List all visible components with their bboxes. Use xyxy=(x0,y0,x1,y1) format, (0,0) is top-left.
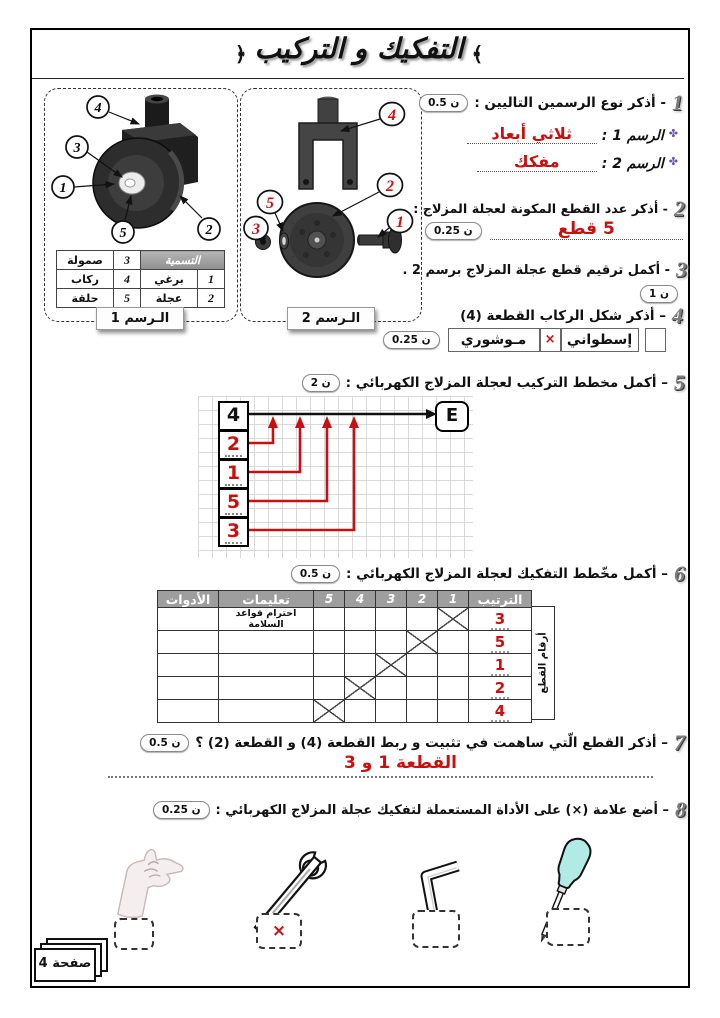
part-3-num: 3 xyxy=(114,251,141,270)
question-2-text: - أذكر عدد القطع المكونة لعجلة المزلاج : xyxy=(413,201,668,217)
row1-step4-cell[interactable] xyxy=(345,608,376,631)
callout-red-4-label: 4 xyxy=(388,107,396,124)
part-4-name: ركاب xyxy=(57,270,114,289)
disassembly-header-row xyxy=(158,591,532,608)
part-2-num: 2 xyxy=(198,289,225,308)
question-6-points-badge: 0.5 ن xyxy=(291,565,340,583)
header-tools: الأدوات xyxy=(158,591,219,608)
row3-step5-cell[interactable] xyxy=(314,654,345,677)
x-mark xyxy=(345,677,375,699)
question-3 xyxy=(402,257,687,283)
question-4-points-badge: 0.25 ن xyxy=(383,331,440,349)
row5-tools-cell[interactable] xyxy=(158,700,219,723)
row4-part-number: 2 xyxy=(491,680,509,699)
q4-option-cylindrical-checkbox[interactable] xyxy=(645,328,666,352)
question-6-number: 6 xyxy=(674,561,685,586)
axle-screw xyxy=(359,235,386,245)
row2-step3-cell[interactable] xyxy=(376,631,407,654)
row5-part-cell[interactable] xyxy=(469,700,532,723)
question-7-number: 7 xyxy=(674,730,685,755)
header-step-4: 4 xyxy=(345,591,376,608)
header-step-2: 2 xyxy=(407,591,438,608)
part-numbers-side-label xyxy=(531,606,555,720)
question-3-number: 3 xyxy=(676,257,687,282)
row3-step2-cell[interactable] xyxy=(407,654,438,677)
x-mark xyxy=(314,700,344,722)
q4-option-prismatic-checkbox[interactable]: × xyxy=(540,328,561,352)
question-1 xyxy=(425,90,683,116)
callout-red-1-label: 1 xyxy=(396,214,404,231)
row4-part-cell[interactable] xyxy=(469,677,532,700)
callout-1-label: 1 xyxy=(59,181,67,196)
q1-answer-2-label: الرسم 2 : xyxy=(601,156,664,172)
row4-step2-cell[interactable] xyxy=(407,677,438,700)
header-step-3: 3 xyxy=(376,591,407,608)
caster-assembled-drawing xyxy=(46,90,234,248)
row3-step4-cell[interactable] xyxy=(345,654,376,677)
fork-stem xyxy=(318,99,338,123)
row3-step1-cell[interactable] xyxy=(438,654,469,677)
title-ornament-right-icon: ﴾ xyxy=(471,41,484,66)
question-4-text: – أذكر شكل الركاب القطعة (4) xyxy=(460,308,666,324)
row2-step2-cell[interactable] xyxy=(407,631,438,654)
row1-part-number: 3 xyxy=(491,611,509,630)
part-1-num: 1 xyxy=(198,270,225,289)
page-number-label: صفحة 4 xyxy=(34,948,96,982)
q1-answer-1-blank[interactable]: ثلاثي أبعاد xyxy=(467,124,597,144)
part-3-name: صمولة xyxy=(57,251,114,270)
q1-answer-line-2 xyxy=(428,152,678,172)
page-number-badge xyxy=(34,938,114,986)
header-step-1: 1 xyxy=(438,591,469,608)
row5-step3-cell[interactable] xyxy=(376,700,407,723)
diagram-box-3-label: 3 xyxy=(226,520,241,542)
allen-key-checkbox[interactable] xyxy=(412,910,460,948)
question-1-points-badge: 0.5 ن xyxy=(419,94,468,112)
row2-part-cell[interactable] xyxy=(469,631,532,654)
q7-answer-blank[interactable]: القطعة 1 و 3 xyxy=(108,752,653,778)
row5-step1-cell[interactable] xyxy=(438,700,469,723)
question-5-number: 5 xyxy=(674,370,685,395)
diagram-box-5[interactable] xyxy=(218,488,249,518)
drawing2-label: الـرسم 2 xyxy=(287,307,375,330)
fork-body xyxy=(299,123,357,189)
q4-options-row xyxy=(383,328,666,352)
row2-step5-cell[interactable] xyxy=(314,631,345,654)
row1-tools-cell[interactable] xyxy=(158,608,219,631)
row2-step4-cell[interactable] xyxy=(345,631,376,654)
row5-step5-cell[interactable] xyxy=(314,700,345,723)
table-row xyxy=(158,608,532,631)
x-mark xyxy=(407,631,437,653)
row4-tools-cell[interactable] xyxy=(158,677,219,700)
table-row xyxy=(158,631,532,654)
row3-part-cell[interactable] xyxy=(469,654,532,677)
callout-4-label: 4 xyxy=(94,101,102,116)
part-2-name: عجلة xyxy=(141,289,198,308)
part-4-num: 4 xyxy=(114,270,141,289)
callout-3-label: 3 xyxy=(73,141,81,156)
row2-instructions-cell[interactable] xyxy=(219,631,314,654)
row1-part-cell[interactable] xyxy=(469,608,532,631)
diagram-box-1-label: 1 xyxy=(226,462,241,484)
question-3-text: - أكمل ترقيم قطع عجلة المزلاج برسم 2 . xyxy=(402,262,670,278)
question-5 xyxy=(310,370,685,396)
page-title xyxy=(34,32,684,66)
parts-table-header: التسمية xyxy=(141,251,225,270)
glove-checkbox[interactable] xyxy=(114,918,154,950)
page-title-text: التفكيك و التركيب xyxy=(254,32,464,65)
question-3-points-badge: 1 ن xyxy=(640,285,678,303)
glove-icon xyxy=(95,840,185,920)
screwdriver-checkbox[interactable] xyxy=(546,908,590,946)
row2-part-number: 5 xyxy=(491,634,509,653)
row5-instructions-cell[interactable] xyxy=(219,700,314,723)
question-5-points-badge: 2 ن xyxy=(302,374,340,392)
question-7-text: – أذكر القطع الّتي ساهمت في تثبيت و ربط القطعة (4) و القطعة (2) ؟ xyxy=(195,735,668,751)
diagram-box-5-label: 5 xyxy=(226,491,241,513)
row3-tools-cell[interactable] xyxy=(158,654,219,677)
part-1-name: برغي xyxy=(141,270,198,289)
question-4 xyxy=(425,303,683,329)
q4-option-cylindrical-label[interactable]: إسطواني xyxy=(561,328,639,352)
part-5-name: حلقة xyxy=(57,289,114,308)
wrench-checkbox[interactable]: × xyxy=(256,913,302,949)
callout-5-label: 5 xyxy=(119,226,127,241)
row5-step2-cell[interactable] xyxy=(407,700,438,723)
diagram-box-2-label: 2 xyxy=(226,433,241,455)
question-8 xyxy=(162,797,686,823)
diagram-box-2[interactable] xyxy=(218,430,249,460)
q1-answer-1-label: الرسم 1 : xyxy=(601,128,664,144)
caster-exploded-drawing xyxy=(243,92,417,304)
row1-step1-cell[interactable] xyxy=(438,608,469,631)
question-7-points-badge: 0.5 ن xyxy=(140,734,189,752)
question-6-text: – أكمل مخّطط التفكيك لعجلة المزلاج الكهربائي : xyxy=(346,566,668,582)
table-row xyxy=(158,677,532,700)
row3-step3-cell[interactable] xyxy=(376,654,407,677)
row4-step5-cell[interactable] xyxy=(314,677,345,700)
q2-answer-blank[interactable]: 5 قطع xyxy=(490,219,683,240)
question-8-text: – أضع علامة (×) على الأداة المستعملة لتفكيك عجلة المزلاج الكهربائي : xyxy=(215,802,669,818)
title-underline xyxy=(32,78,684,79)
diagram-end-box: E xyxy=(435,401,469,432)
row4-step4-cell[interactable] xyxy=(345,677,376,700)
diagram-box-1[interactable] xyxy=(218,459,249,489)
q4-option-prismatic-label[interactable]: مـوشوري xyxy=(448,328,540,352)
header-order: الترتيب xyxy=(469,591,532,608)
question-2-points-badge: 0.25 ن xyxy=(425,222,482,240)
x-mark xyxy=(376,654,406,676)
question-8-number: 8 xyxy=(675,797,686,822)
flower-bullet-icon: ✤ xyxy=(668,155,678,168)
assembly-flow-diagram xyxy=(198,396,473,558)
header-step-5: 5 xyxy=(314,591,345,608)
question-6 xyxy=(299,561,685,587)
diagram-box-3[interactable] xyxy=(218,517,249,547)
diagram-box-4-label: 4 xyxy=(226,404,241,426)
part-5-num: 5 xyxy=(114,289,141,308)
q3-badge-wrap xyxy=(640,282,678,303)
row2-tools-cell[interactable] xyxy=(158,631,219,654)
row2-step1-cell[interactable] xyxy=(438,631,469,654)
callout-red-2-label: 2 xyxy=(386,178,394,195)
question-5-text: – أكمل مخطط التركيب لعجلة المزلاج الكهربائي : xyxy=(345,375,668,391)
disassembly-table xyxy=(157,590,532,723)
x-mark xyxy=(438,608,468,630)
flower-bullet-icon: ✤ xyxy=(668,127,678,140)
row1-step3-cell[interactable] xyxy=(376,608,407,631)
part-numbers-side-label-text: أرقام القطع xyxy=(537,632,549,694)
q1-answer-line-1 xyxy=(428,124,678,144)
q1-answer-2-blank[interactable]: مفكك xyxy=(477,152,597,172)
row4-instructions-cell[interactable] xyxy=(219,677,314,700)
row3-instructions-cell[interactable] xyxy=(219,654,314,677)
header-instructions: تعليمات xyxy=(219,591,314,608)
question-8-points-badge: 0.25 ن xyxy=(153,801,210,819)
question-1-text: - أذكر نوع الرسمين التاليين : xyxy=(474,95,666,111)
parts-name-table xyxy=(56,250,225,308)
q2-answer-row xyxy=(425,219,683,240)
question-4-number: 4 xyxy=(672,303,683,328)
row1-instructions-cell[interactable]: احترام قواعد السلامة xyxy=(219,608,314,631)
table-row xyxy=(158,700,532,723)
drawing1-label: الـرسم 1 xyxy=(96,307,184,330)
callout-red-5-label: 5 xyxy=(266,195,274,212)
diagram-box-4 xyxy=(218,401,249,431)
row4-step1-cell[interactable] xyxy=(438,677,469,700)
row1-step2-cell[interactable] xyxy=(407,608,438,631)
row5-part-number: 4 xyxy=(491,703,509,722)
question-2-number: 2 xyxy=(674,196,685,221)
row5-step4-cell[interactable] xyxy=(345,700,376,723)
callout-2-label: 2 xyxy=(205,223,213,238)
callout-red-3-label: 3 xyxy=(252,221,260,238)
row1-step5-cell[interactable] xyxy=(314,608,345,631)
row4-step3-cell[interactable] xyxy=(376,677,407,700)
row3-part-number: 1 xyxy=(491,657,509,676)
table-row xyxy=(158,654,532,677)
title-ornament-left-icon: ﴿ xyxy=(234,41,247,66)
question-1-number: 1 xyxy=(672,90,683,115)
